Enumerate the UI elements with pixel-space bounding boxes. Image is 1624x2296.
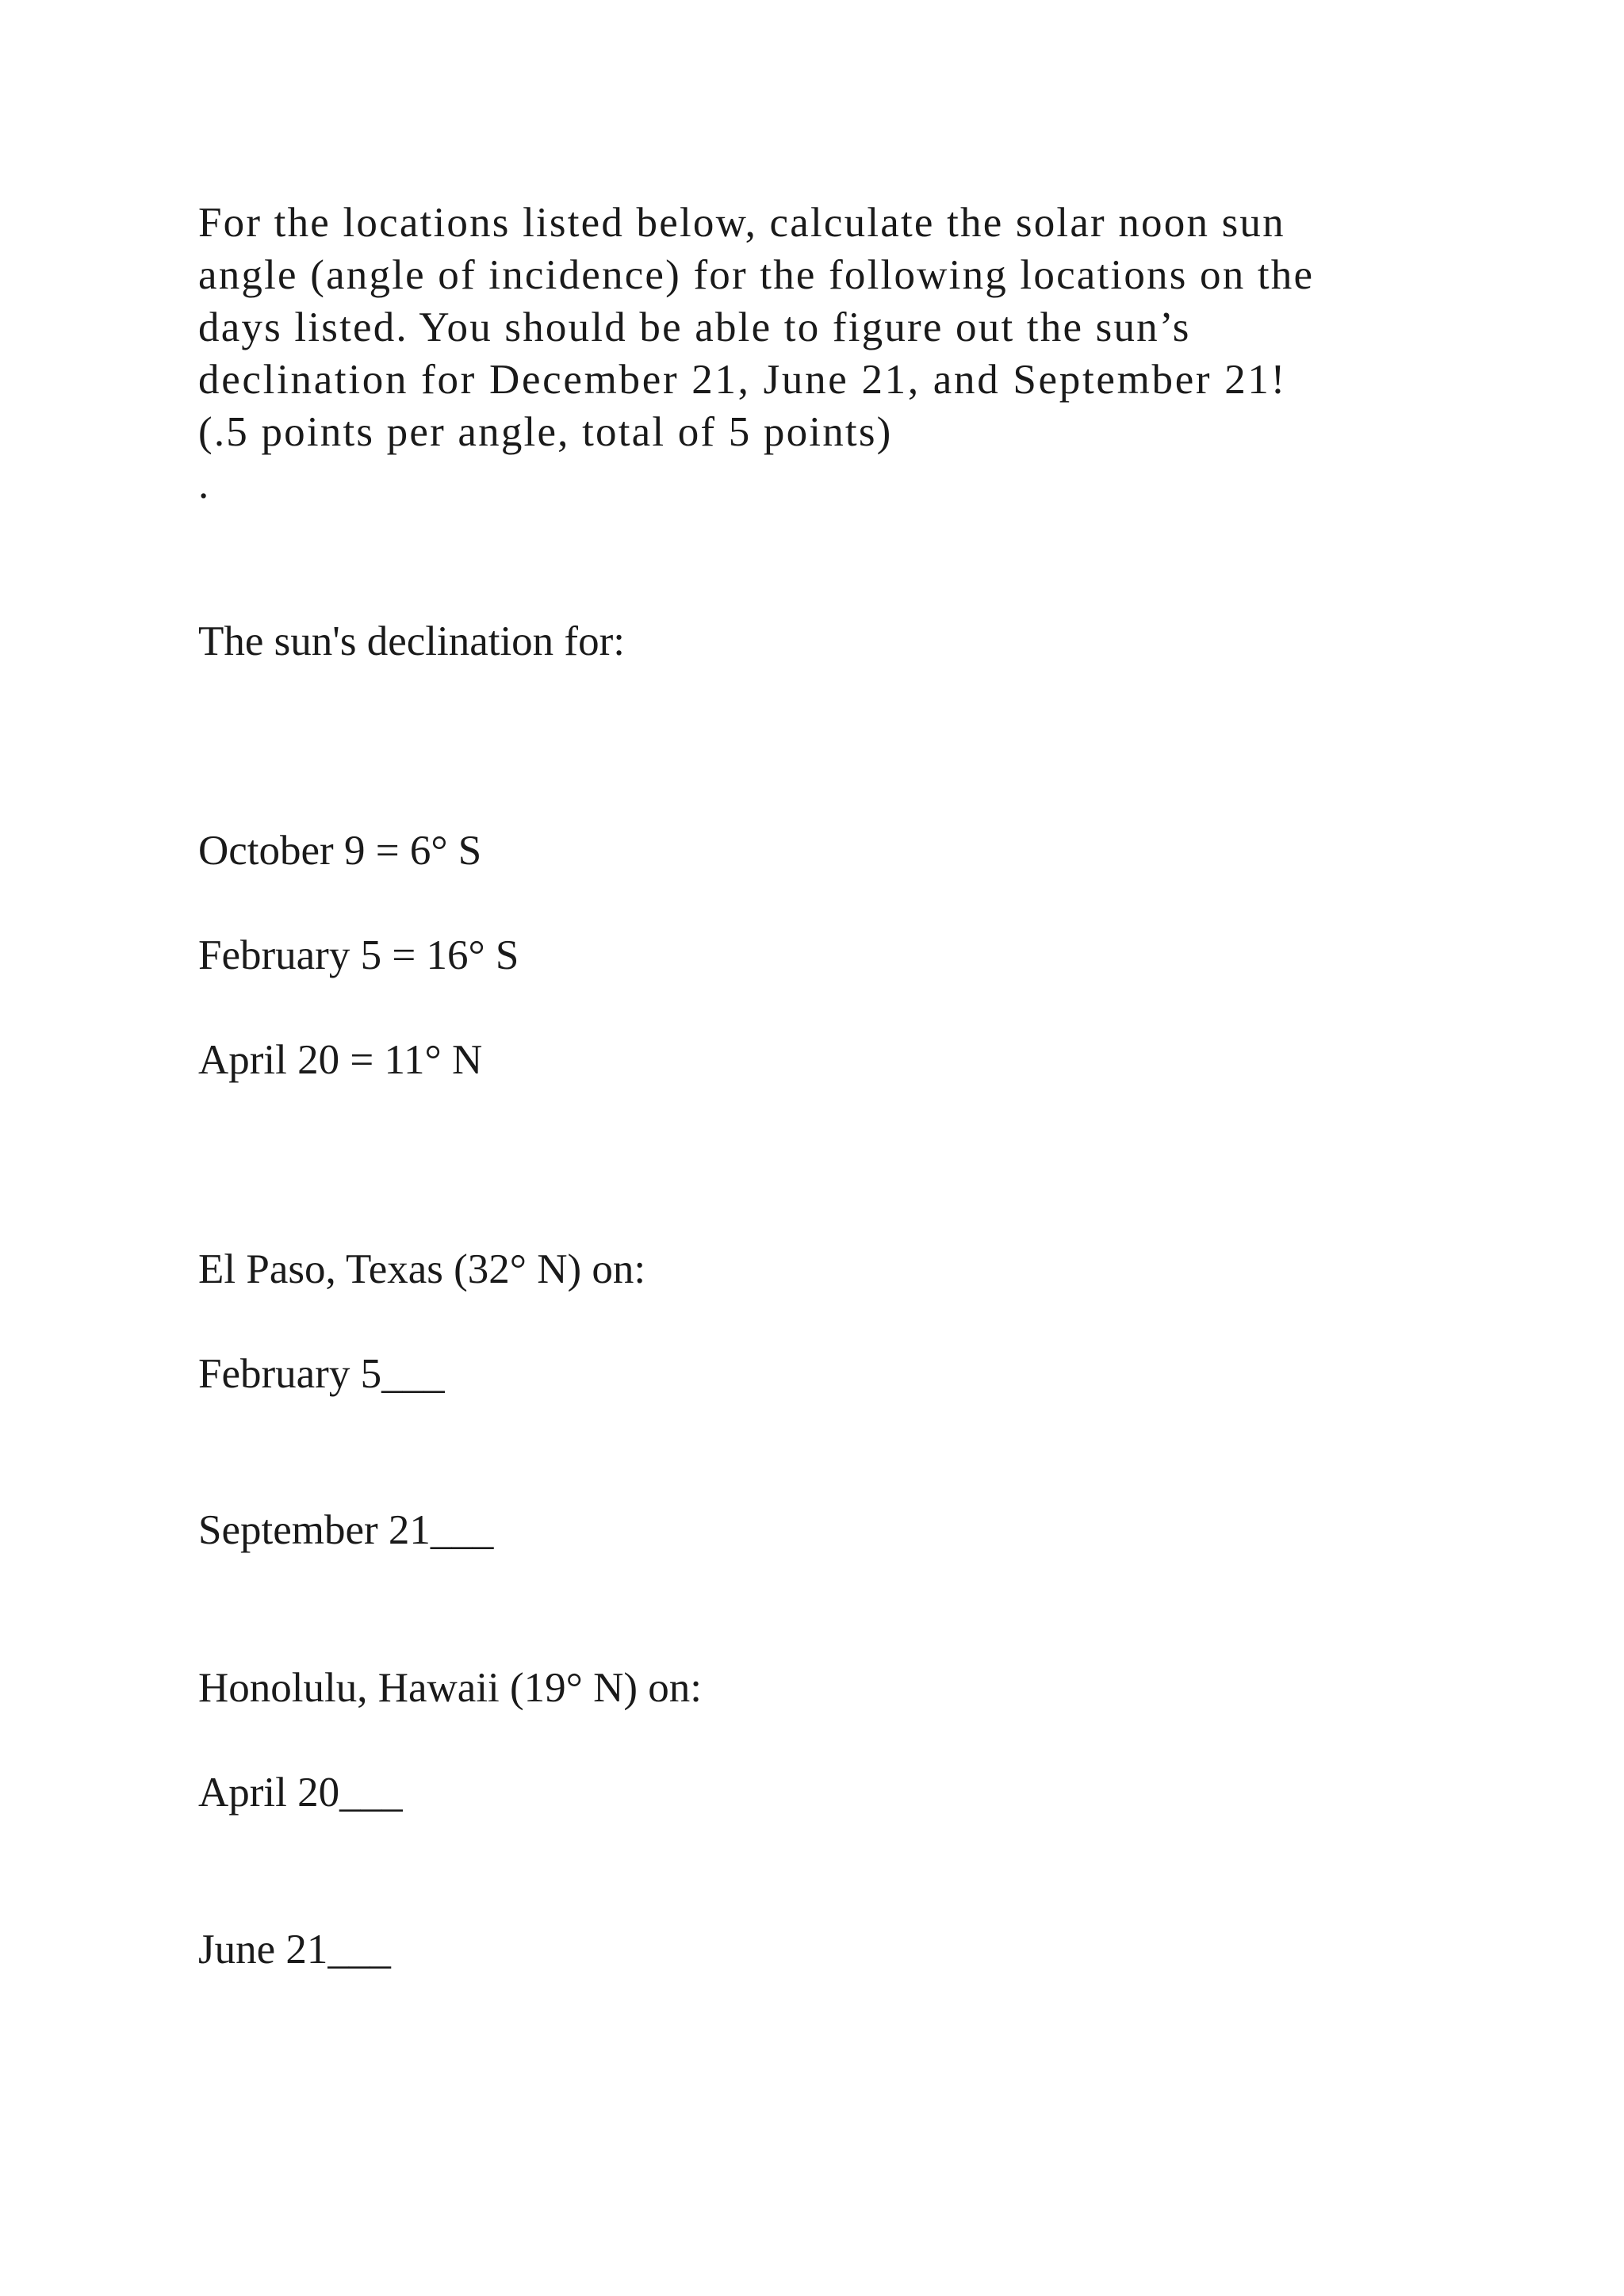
declination-item: February 5 = 16° S bbox=[198, 932, 519, 978]
location-heading: El Paso, Texas (32° N) on: bbox=[198, 1246, 646, 1292]
instructions-line: days listed. You should be able to figure out the sun’s bbox=[198, 304, 1191, 350]
declination-item: October 9 = 6° S bbox=[198, 828, 482, 874]
instructions-line: declination for December 21, June 21, and September 21! bbox=[198, 357, 1287, 403]
declination-item: April 20 = 11° N bbox=[198, 1037, 483, 1083]
instructions-line: angle (angle of incidence) for the following locations on the bbox=[198, 252, 1315, 298]
date-answer-blank: February 5___ bbox=[198, 1351, 445, 1397]
instructions-line: (.5 points per angle, total of 5 points) bbox=[198, 409, 893, 455]
declination-heading: The sun's declination for: bbox=[198, 618, 625, 664]
date-answer-blank: April 20___ bbox=[198, 1770, 403, 1816]
location-heading: Honolulu, Hawaii (19° N) on: bbox=[198, 1665, 703, 1711]
instructions-line: For the locations listed below, calculate the solar noon sun bbox=[198, 200, 1285, 246]
instructions-line: . bbox=[198, 461, 211, 507]
date-answer-blank: June 21___ bbox=[198, 1927, 391, 1973]
date-answer-blank: September 21___ bbox=[198, 1507, 494, 1553]
